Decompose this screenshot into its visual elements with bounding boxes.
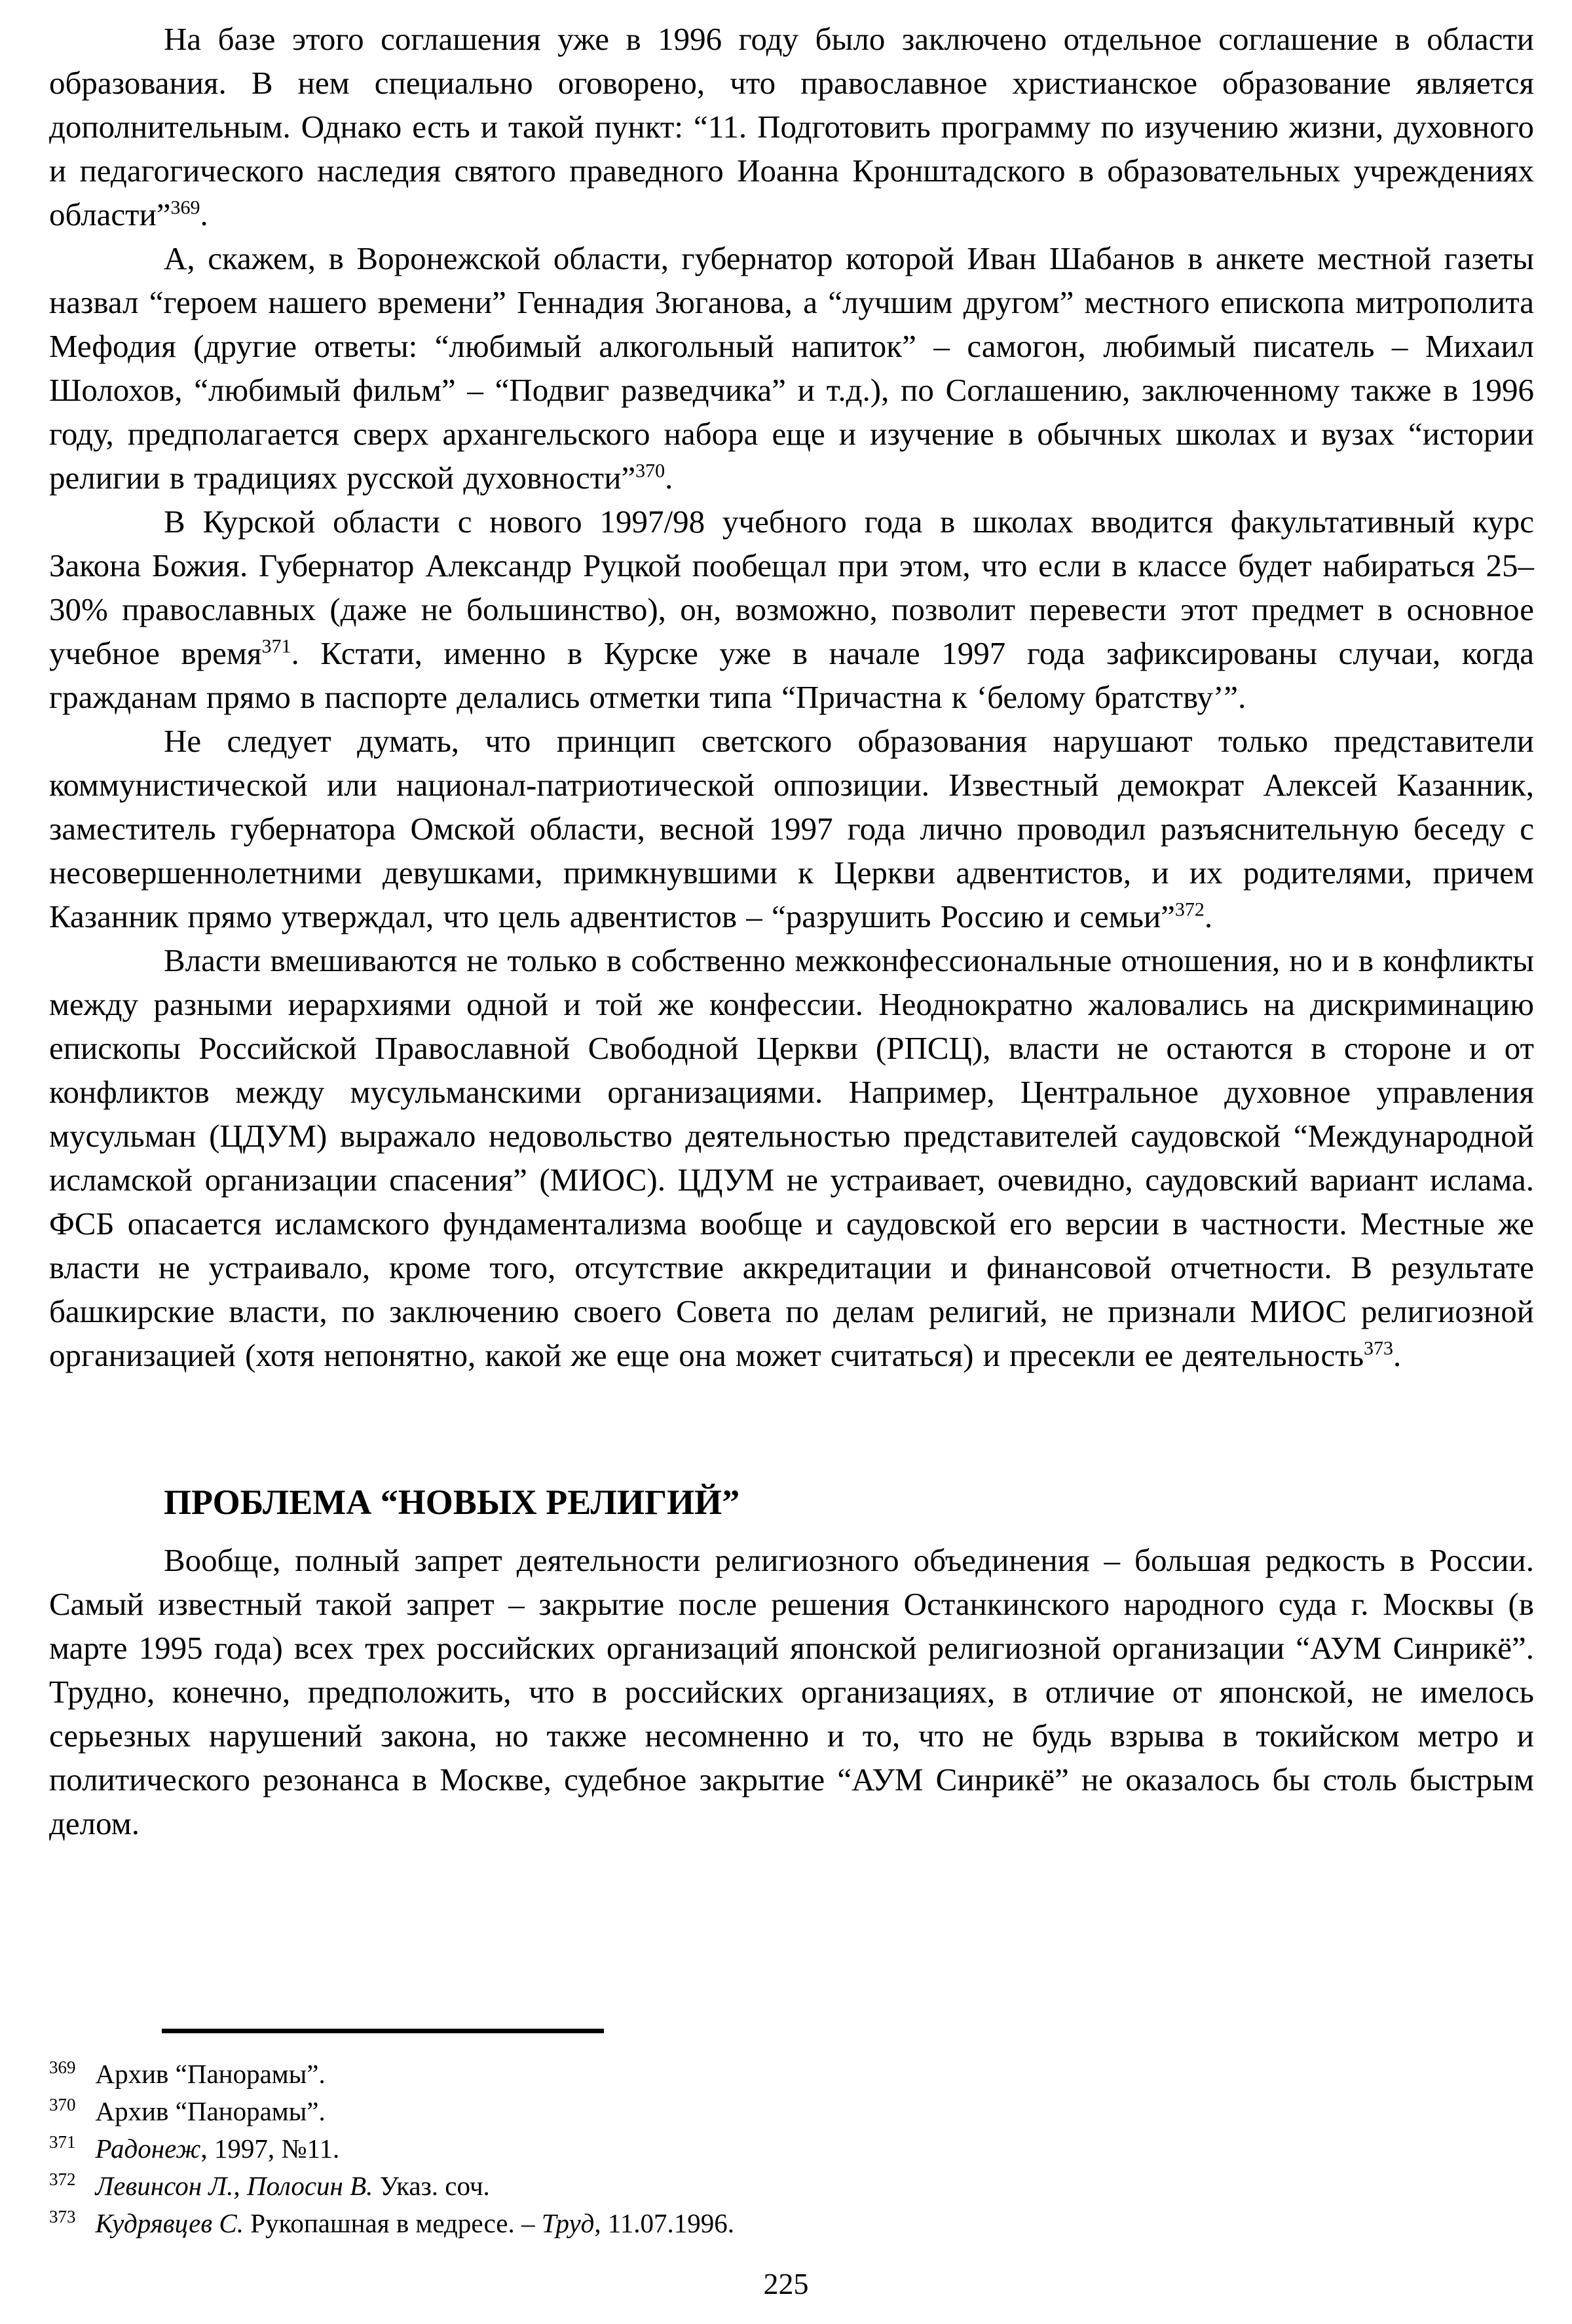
footnote-number: 372	[49, 2169, 76, 2190]
footnote-number: 370	[49, 2095, 76, 2115]
footnote-area	[49, 2029, 1534, 2242]
footnote-369	[49, 2056, 1534, 2093]
footnote-text: Радонеж, 1997, №11.	[95, 2133, 340, 2164]
footnote-text: Архив “Панорамы”.	[95, 2096, 326, 2126]
footnote-separator-line	[162, 2029, 604, 2033]
footnote-number: 369	[49, 2057, 76, 2078]
section-heading: ПРОБЛЕМА “НОВЫХ РЕЛИГИЙ”	[164, 1483, 740, 1522]
footnote-373	[49, 2205, 1534, 2242]
footnote-number: 373	[49, 2207, 76, 2227]
footnote-text: Архив “Панорамы”.	[95, 2059, 326, 2089]
footnote-text: Кудрявцев С. Рукопашная в медресе. – Труд, 11.07.1996.	[95, 2208, 735, 2238]
paragraph-1: На базе этого соглашения уже в 1996 году было заключено отдельное соглашение в области образования. В нем специально оговорено, что православное христианское образование является дополнительным. Однако есть и такой пункт: “11. Подготовить программу по изучению жизни, духовного и педагогического наследия святого праведного Иоанна Кронштадского в образовательных учреждениях области”$^{369}$.	[49, 21, 1534, 232]
body-text	[49, 17, 1534, 1845]
paragraph-3: В Курской области с нового 1997/98 учебного года в школах вводится факультативный курс Закона Божия. Губернатор Александр Руцкой пообещал при этом, что если в классе будет набираться 25–30% православных (даже не большинство), он, возможно, позволит перевести этот предмет в основное учебное время$^{371}$. Кстати, именно в Курске уже в начале 1997 года зафиксированы случаи, когда гражданам прямо в паспорте делались отметки типа “Причастна к ‘белому братству’”.	[49, 504, 1535, 715]
footnote-371	[49, 2130, 1534, 2167]
paragraph-4: Не следует думать, что принцип светского образования нарушают только представители коммунистической или национал-патриотической оппозиции. Известный демократ Алексей Казанник, заместитель губернатора Омской области, весной 1997 года лично проводил разъяснительную беседу с несовершеннолетними девушками, примкнувшими к Церкви адвентистов, и их родителями, причем Казанник прямо утверждал, что цель адвентистов – “разрушить Россию и семьи”$^{372}$.	[49, 723, 1534, 934]
page-number: 225	[763, 2267, 809, 2300]
footnote-370	[49, 2093, 1534, 2130]
footnote-text: Левинсон Л., Полосин В. Указ. соч.	[95, 2171, 490, 2201]
paragraph-6: Вообще, полный запрет деятельности религиозного объединения – большая редкость в России. Самый известный такой запрет – закрытие после решения Останкинского народного суда г. Москвы (в марте 1995 года) всех трех российских организаций японской религиозной организации “АУМ Синрикё”. Трудно, конечно, предположить, что в российских организациях, в отличие от японской, не имелось серьезных нарушений закона, но также несомненно и то, что не будь взрыва в токийском метро и политического резонанса в Москве, судебное закрытие “АУМ Синрикё” не оказалось бы столь быстрым делом.	[49, 1542, 1534, 1841]
paragraph-5: Власти вмешиваются не только в собственно межконфессиональные отношения, но и в конфликты между разными иерархиями одной и той же конфессии. Неоднократно жаловались на дискриминацию епископы Российской Православной Свободной Церкви (РПСЦ), власти не остаются в стороне и от конфликтов между мусульманскими организациями. Например, Центральное духовное управления мусульман (ЦДУМ) выражало недовольство деятельностью представителей саудовской “Международной исламской организации спасения” (МИОС). ЦДУМ не устраивает, очевидно, саудовский вариант ислама. ФСБ опасается исламского фундаментализма вообще и саудовской его версии в частности. Местные же власти не устраивало, кроме того, отсутствие аккредитации и финансовой отчетности. В результате башкирские власти, по заключению своего Совета по делам религий, не признали МИОС религиозной организацией (хотя непонятно, какой же еще она может считаться) и пресекли ее деятельность$^{373}$.	[49, 942, 1534, 1373]
footnote-372	[49, 2167, 1534, 2205]
footnote-number: 371	[49, 2132, 76, 2152]
paragraph-2: А, скажем, в Воронежской области, губернатор которой Иван Шабанов в анкете местной газеты назвал “героем нашего времени” Геннадия Зюганова, а “лучшим другом” местного епископа митрополита Мефодия (другие ответы: “любимый алкогольный напиток” – самогон, любимый писатель – Михаил Шолохов, “любимый фильм” – “Подвиг разведчика” и т.д.), по Соглашению, заключенному также в 1996 году, предполагается сверх архангельского набора еще и изучение в обычных школах и вузах “истории религии в традициях русской духовности”$^{370}$.	[49, 240, 1534, 496]
